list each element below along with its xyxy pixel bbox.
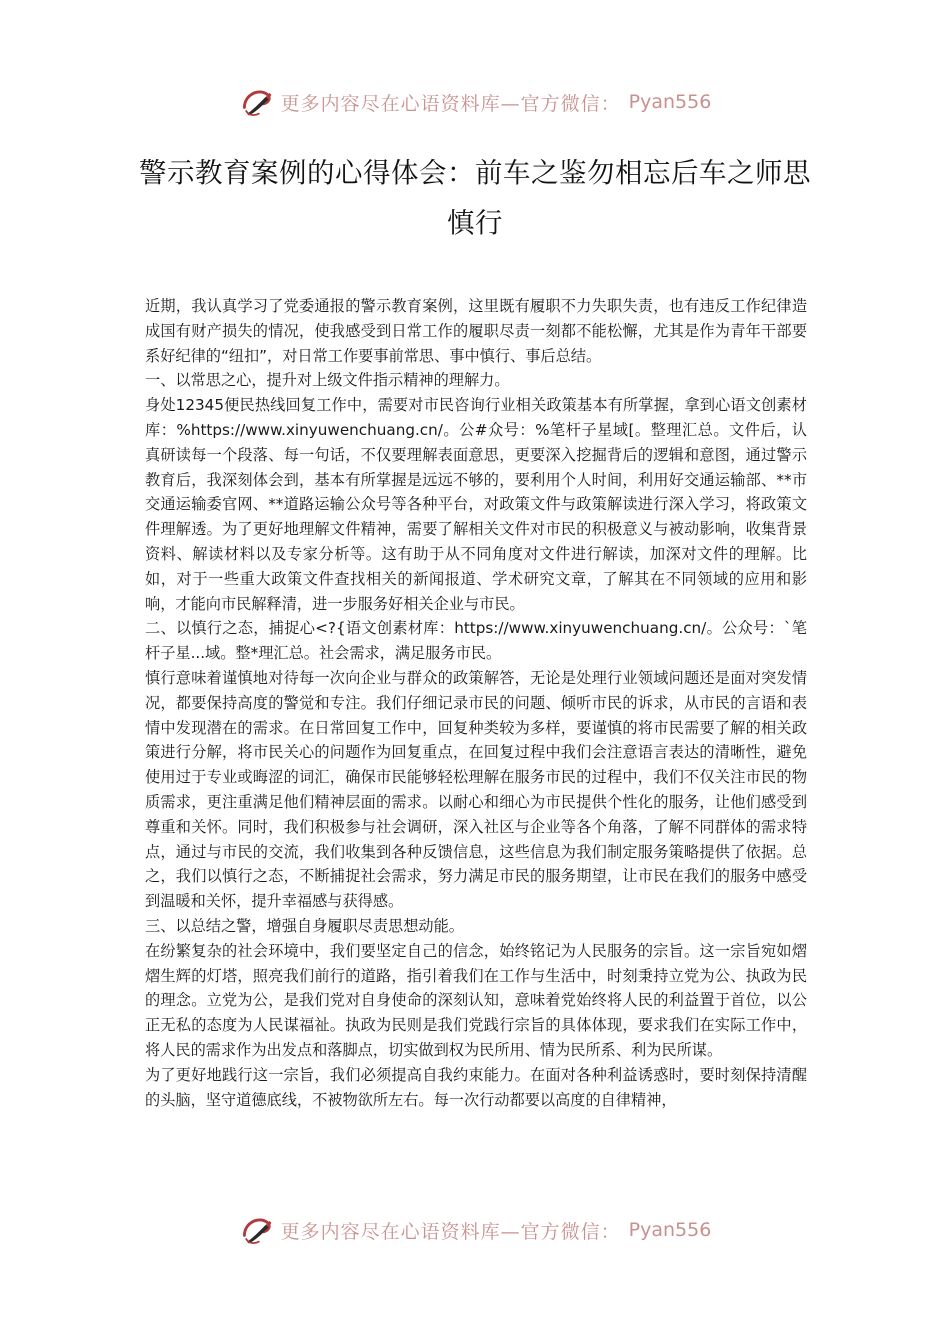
banner-text: 更多内容尽在心语资料库—官方微信： bbox=[280, 92, 621, 115]
banner-wechat-id: Pyan556 bbox=[628, 1219, 712, 1241]
pen-swirl-logo-icon bbox=[239, 1212, 275, 1248]
paragraph-section-1: 身处12345便民热线回复工作中，需要对市民咨询行业相关政策基本有所掌握，拿到心语文创素材库：%https://www.xinyuwenchuang.cn/。公#众号：%笔杆子星域[。整理汇总。文件后，认真研读每一个段落、每一句话，不仅要理解表面意思，更要深入挖掘背后的逻辑和意图，通过警示教育后，我深刻体会到，基本有所掌握是远远不够的，要利用个人时间，利用好交通运输部、**市交通运输委官网、**道路运输公众号等各种平台，对政策文件与政策解读进行深入学习，将政策文件理解透。为了更好地理解文件精神，需要了解相关文件对市民的积极意义与被动影响，收集背景资料、解读材料以及专家分析等。这有助于从不同角度对文件进行解读，加深对文件的理解。比如，对于一些重大政策文件查找相关的新闻报道、学术研究文章，了解其在不同领域的应用和影响，才能向市民解释清，进一步服务好相关企业与市民。 bbox=[145, 396, 807, 613]
section-heading-2: 二、以慎行之态，捕捉心<?{语文创素材库：https://www.xinyuwenchuang.cn/。公众号：`笔杆子星...域。整*理汇总。社会需求，满足服务市民。 bbox=[145, 619, 807, 663]
paragraph-section-2: 慎行意味着谨慎地对待每一次向企业与群众的政策解答，无论是处理行业领域问题还是面对突发情况，都要保持高度的警觉和专注。我们仔细记录市民的问题、倾听市民的诉求，从市民的言语和表情中发现潜在的需求。在日常回复工作中，回复种类较为多样，要谨慎的将市民需要了解的相关政策进行分解，将市民关心的问题作为回复重点，在回复过程中我们会注意语言表达的清晰性，避免使用过于专业或晦涩的词汇，确保市民能够轻松理解在服务市民的过程中，我们不仅关注市民的物质需求，更注重满足他们精神层面的需求。以耐心和细心为市民提供个性化的服务，让他们感受到尊重和关怀。同时，我们积极参与社会调研，深入社区与企业等各个角落，了解不同群体的需求特点，通过与市民的交流，我们收集到各种反馈信息，这些信息为我们制定服务策略提供了依据。总之，我们以慎行之态，不断捕捉社会需求，努力满足市民的服务期望，让市民在我们的服务中感受到温暖和关怀，提升幸福感与获得感。 bbox=[145, 668, 807, 911]
paragraph-section-3-continued: 为了更好地践行这一宗旨，我们必须提高自我约束能力。在面对各种利益诱惑时，要时刻保持清醒的头脑，坚守道德底线，不被物欲所左右。每一次行动都要以高度的自律精神， bbox=[145, 1065, 807, 1109]
banner-wechat-id: Pyan556 bbox=[628, 91, 712, 113]
pen-swirl-logo-icon bbox=[239, 84, 275, 120]
document-body bbox=[145, 294, 807, 1112]
section-heading-1: 一、以常思之心，提升对上级文件指示精神的理解力。 bbox=[145, 371, 510, 390]
footer-banner bbox=[0, 1210, 950, 1250]
paragraph-section-3: 在纷繁复杂的社会环境中，我们要坚定自己的信念，始终铭记为人民服务的宗旨。这一宗旨宛如熠熠生辉的灯塔，照亮我们前行的道路，指引着我们在工作与生活中，时刻秉持立党为公、执政为民的理念。立党为公，是我们党对自身使命的深刻认知，意味着党始终将人民的利益置于首位，以公正无私的态度为人民谋福祉。执政为民则是我们党践行宗旨的具体体现，要求我们在实际工作中，将人民的需求作为出发点和落脚点，切实做到权为民所用、情为民所系、利为民所谋。 bbox=[145, 941, 807, 1059]
section-heading-3: 三、以总结之警，增强自身履职尽责思想动能。 bbox=[145, 916, 464, 935]
document-title: 警示教育案例的心得体会：前车之鉴勿相忘后车之师思慎行 bbox=[139, 157, 811, 239]
header-banner bbox=[0, 82, 950, 122]
banner-text: 更多内容尽在心语资料库—官方微信： bbox=[280, 1220, 621, 1243]
paragraph-intro: 近期，我认真学习了党委通报的警示教育案例，这里既有履职不力失职失责，也有违反工作纪律造成国有财产损失的情况，使我感受到日常工作的履职尽责一刻都不能松懈，尤其是作为青年干部要系好纪律的“纽扣”，对日常工作要事前常思、事中慎行、事后总结。 bbox=[145, 297, 807, 365]
